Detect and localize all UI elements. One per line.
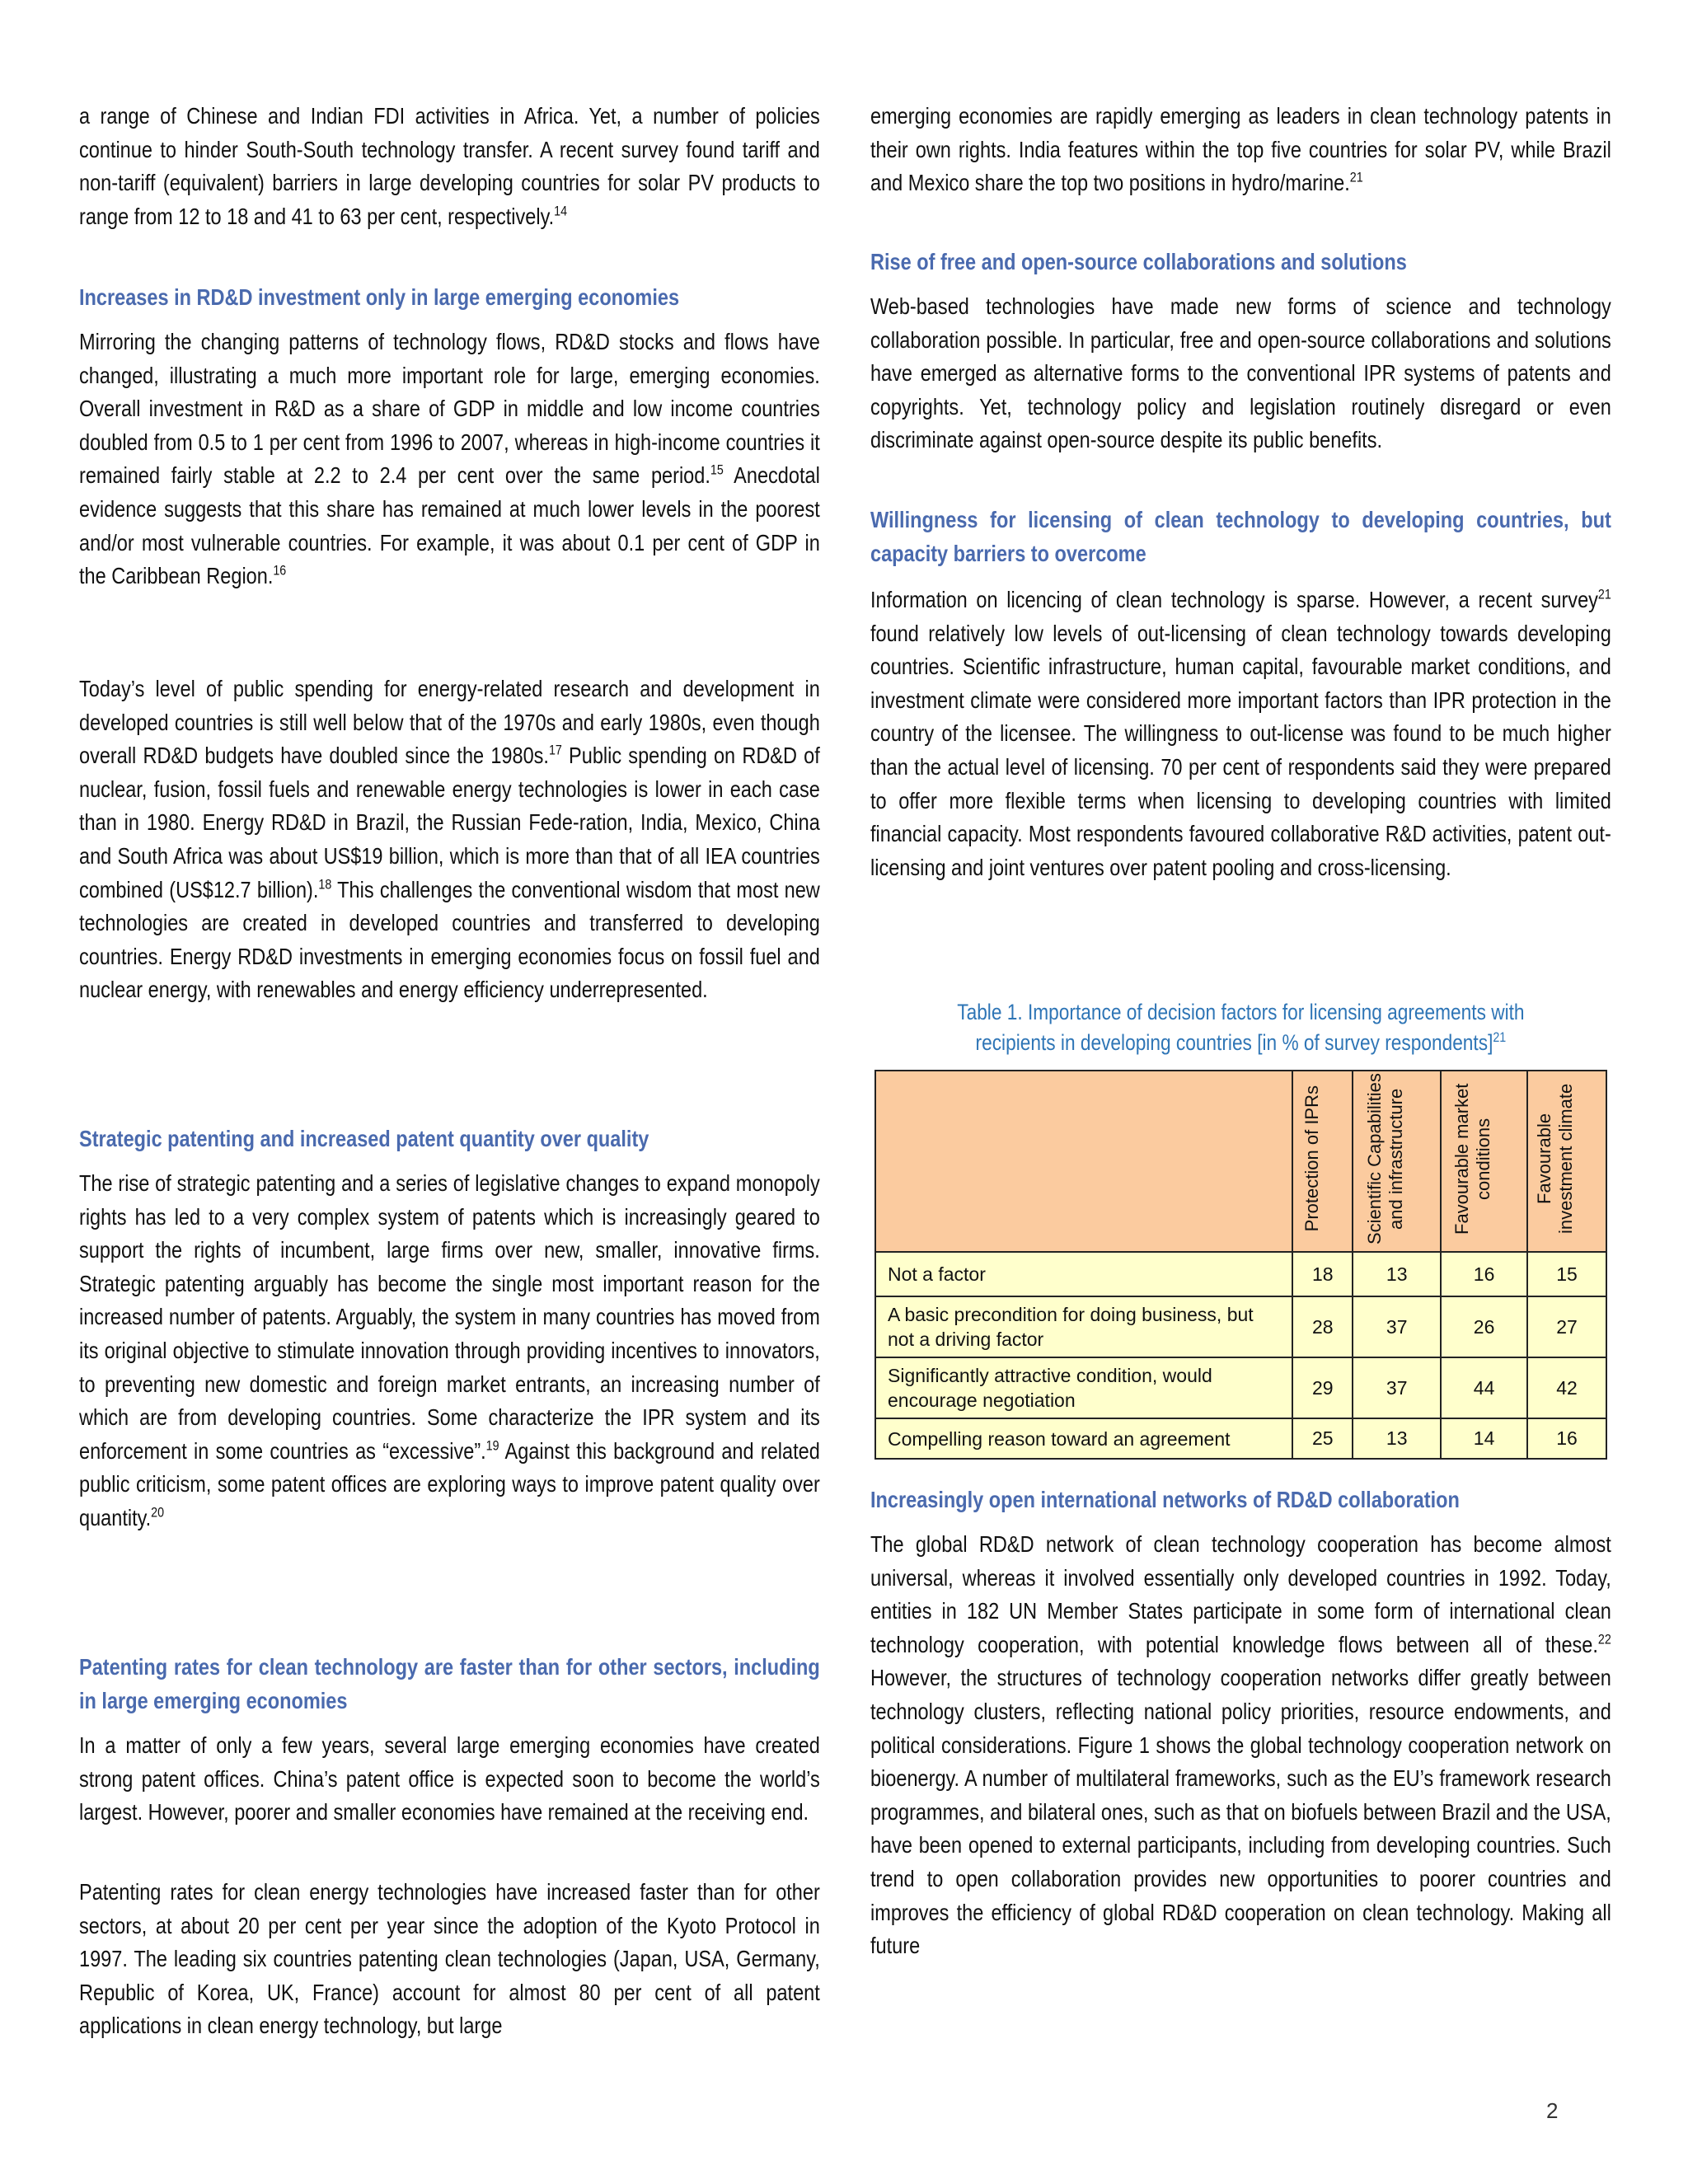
- table-cell: 42: [1527, 1357, 1606, 1418]
- paragraph: Mirroring the changing patterns of technology flows, RD&D stocks and flows have changed, illustrating a much more important role for large, emerging economies. Overall investment in R&D as a share of GDP in middle and low income countries doubled from 0.5 to 1 per cent from 1996 to 2007, whereas in high-income countries it remained fairly stable at 2.2 to 2.4 per cent over the same period.$^{15}$ Anecdotal evidence suggests that this share has remained at much lower levels in the poorest and/or most vulnerable countries. For example, it was about 0.1 per cent of GDP in the Caribbean Region.$^{16}$: [79, 329, 820, 589]
- paragraph: Web-based technologies have made new forms of science and technology collaboration possible. In particular, free and open-source collaborations and solutions have emerged as alternative forms to the conventional IPR systems of patents and copyrights. Yet, technology policy and legislation routinely disregard or even discriminate against open-source despite its public benefits.: [870, 293, 1611, 453]
- caption-line: Table 1. Importance of decision factors for licensing agreements with: [957, 1000, 1525, 1024]
- row-label: A basic precondition for doing business, but not a driving factor: [875, 1296, 1292, 1357]
- paragraph: In a matter of only a few years, several large emerging economies have created strong patent offices. China’s patent office is expected soon to become the world’s largest. However, poorer and smaller economies have remained at the receiving end.: [79, 1732, 820, 1825]
- section-heading: Rise of free and open-source collaborations and solutions: [870, 249, 1407, 274]
- table-cell: 16: [1527, 1418, 1606, 1459]
- table-row: [875, 1418, 1606, 1459]
- table-cell: 37: [1353, 1296, 1441, 1357]
- footnote-ref: 21: [1597, 586, 1611, 602]
- table-cell: 15: [1527, 1252, 1606, 1296]
- table-header-row: [875, 1071, 1606, 1252]
- table-caption: [870, 997, 1611, 1058]
- footnote-ref: 14: [554, 203, 568, 219]
- decision-factors-table: [874, 1070, 1607, 1460]
- table-cell: 44: [1441, 1357, 1527, 1418]
- footnote-ref: 22: [1597, 1631, 1611, 1647]
- row-label: Compelling reason toward an agreement: [875, 1418, 1292, 1459]
- paragraph: Patenting rates for clean energy technologies have increased faster than for other sectors, at about 20 per cent per year since the adoption of the Kyoto Protocol in 1997. The leading six countries patenting clean technologies (Japan, USA, Germany, Republic of Korea, UK, France) account for almost 80 per cent of all patent applications in clean energy technology, but large: [79, 1879, 820, 2039]
- table-cell: 18: [1292, 1252, 1353, 1296]
- paragraph: emerging economies are rapidly emerging as leaders in clean technology patents in their own rights. India features within the top five countries for solar PV, while Brazil and Mexico share the top two positions in hydro/marine.$^{21}$: [870, 103, 1611, 196]
- footnote-ref: 17: [548, 742, 562, 758]
- header-empty: [875, 1071, 1292, 1252]
- table-cell: 25: [1292, 1418, 1353, 1459]
- table-cell: 13: [1353, 1252, 1441, 1296]
- caption-line: recipients in developing countries [in % of survey respondents]$^{21}$: [975, 1029, 1507, 1055]
- table-row: [875, 1252, 1606, 1296]
- footnote-ref: 18: [318, 876, 332, 893]
- column-header: Favourable market conditions: [1441, 1071, 1527, 1252]
- table-cell: 37: [1353, 1357, 1441, 1418]
- row-label: Significantly attractive condition, would encourage negotiation: [875, 1357, 1292, 1418]
- section-heading: Strategic patenting and increased patent quantity over quality: [79, 1126, 649, 1151]
- footnote-ref: 15: [710, 462, 724, 479]
- paragraph: a range of Chinese and Indian FDI activities in Africa. Yet, a number of policies continue to hinder South-South technology transfer. A recent survey found tariff and non-tariff (equivalent) barriers in large developing countries for solar PV products to range from 12 to 18 and 41 to 63 per cent, respectively.$^{14}$: [79, 103, 820, 229]
- section-heading: Patenting rates for clean technology are faster than for other sectors, including in large emerging economies: [79, 1654, 820, 1713]
- footnote-ref: 21: [1349, 169, 1363, 185]
- table-cell: 13: [1353, 1418, 1441, 1459]
- footnote-ref: 20: [151, 1504, 165, 1521]
- table-cell: 28: [1292, 1296, 1353, 1357]
- table-row: [875, 1357, 1606, 1418]
- table-cell: 29: [1292, 1357, 1353, 1418]
- row-label: Not a factor: [875, 1252, 1292, 1296]
- paragraph: Information on licencing of clean technology is sparse. However, a recent survey$^{21}$ found relatively low levels of out-licensing of clean technology towards developing countries. Scientific infrastructure, human capital, favourable market conditions, and investment climate were considered more important factors than IPR protection in the country of the licensee. The willingness to out-license was found to be much higher than the actual level of licensing. 70 per cent of respondents said they were prepared to offer more flexible terms when licensing to developing countries with limited financial capacity. Most respondents favoured collaborative R&D activities, patent out-licensing and joint ventures over patent pooling and cross-licensing.: [870, 586, 1611, 880]
- section-heading: Willingness for licensing of clean technology to developing countries, but capacity barriers to overcome: [870, 507, 1611, 566]
- paragraph: The global RD&D network of clean technology cooperation has become almost universal, whereas it involved essentially only developed countries in 1992. Today, entities in 182 UN Member States participate in some form of international clean technology cooperation, with potential knowledge flows between all of these.$^{22}$ However, the structures of technology cooperation networks differ greatly between technology clusters, reflecting national policy priorities, resource endowments, and political considerations. Figure 1 shows the global technology cooperation network on bioenergy. A number of multilateral frameworks, such as the EU’s framework research programmes, and bilateral ones, such as that on biofuels between Brazil and the USA, have been opened to external participants, including from developing countries. Such trend to open collaboration provides new opportunities to poorer countries and improves the efficiency of global RD&D cooperation on clean technology. Making all future: [870, 1531, 1611, 1959]
- table-row: [875, 1296, 1606, 1357]
- paragraph: The rise of strategic patenting and a series of legislative changes to expand monopoly rights has led to a very complex system of patents which is increasingly geared to support the rights of incumbent, large firms over new, smaller, innovative firms. Strategic patenting arguably has become the single most important reason for the increased number of patents. Arguably, the system in many countries has moved from its original objective to stimulate innovation through providing incentives to innovators, to preventing new domestic and foreign market entrants, an increasing number of which are from developing countries. Some characterize the IPR system and its enforcement in some countries as “excessive”.$^{19}$ Against this background and related public criticism, some patent offices are exploring ways to improve patent quality over quantity.$^{20}$: [79, 1170, 820, 1530]
- footnote-ref: 19: [485, 1437, 499, 1454]
- table-cell: 27: [1527, 1296, 1606, 1357]
- column-header: Protection of IPRs: [1292, 1071, 1353, 1252]
- section-heading: Increasingly open international networks of RD&D collaboration: [870, 1487, 1460, 1512]
- footnote-ref: 21: [1493, 1029, 1507, 1045]
- paragraph: Today’s level of public spending for energy-related research and development in developed countries is still well below that of the 1970s and early 1980s, even though overall RD&D budgets have doubled since the 1980s.$^{17}$ Public spending on RD&D of nuclear, fusion, fossil fuels and renewable energy technologies is lower in each case than in 1980. Energy RD&D in Brazil, the Russian Fede-ration, India, Mexico, China and South Africa was about US$19 billion, which is more than that of all IEA countries combined (US$12.7 billion).$^{18}$ This challenges the conventional wisdom that most new technologies are created in developed countries and transferred to developing countries. Energy RD&D investments in emerging economies focus on fossil fuel and nuclear energy, with renewables and energy efficiency underrepresented.: [79, 676, 820, 1003]
- column-header: Favourable investment climate: [1527, 1071, 1606, 1252]
- footnote-ref: 16: [273, 562, 287, 579]
- column-header: Scientific Capabilities and infrastructure: [1353, 1071, 1441, 1252]
- table-cell: 14: [1441, 1418, 1527, 1459]
- section-heading: Increases in RD&D investment only in large emerging economies: [79, 284, 680, 310]
- table-cell: 16: [1441, 1252, 1527, 1296]
- table-cell: 26: [1441, 1296, 1527, 1357]
- page-number: 2: [1546, 2098, 1559, 2123]
